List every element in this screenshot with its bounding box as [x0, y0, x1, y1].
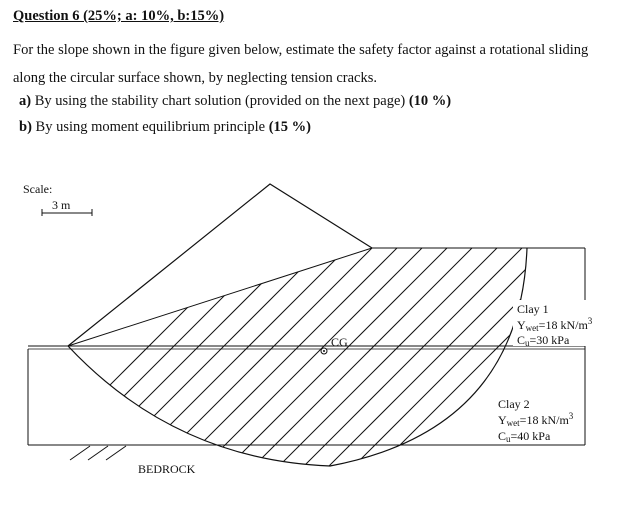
bedrock-label: BEDROCK — [138, 462, 196, 476]
clay2-label-box — [494, 395, 584, 444]
clay2-gamma: Υwet=18 $kN/m^3$ — [498, 411, 574, 428]
slip-chord — [68, 248, 372, 346]
bedrock-hatch — [70, 446, 126, 460]
item-b-weight: (15 %) — [268, 119, 312, 135]
scale-label: Scale: — [23, 182, 53, 196]
item-b-text: By using moment equilibrium principle — [35, 119, 266, 135]
clay2-name: Clay 2 — [498, 397, 530, 411]
question-title: Question 6 (25%; a: 10%, b:15%) — [13, 8, 225, 24]
question-text: For the slope shown in the figure given below, estimate the safety factor against a rotational sliding along the circular surface shown, by neglecting tension cracks. — [13, 42, 589, 86]
item-a-text: By using the stability chart solution (provided on the next page) — [34, 93, 406, 109]
scale-value: 3 m — [52, 198, 71, 212]
clay1-name: Clay 1 — [517, 302, 549, 316]
clay1-gamma: Υwet=18 $kN/m^3$ — [517, 316, 593, 333]
clay1-cu: Cu=30 kPa — [517, 333, 570, 348]
slip-surface — [68, 248, 527, 466]
slope-surface — [68, 184, 372, 346]
cg-marker-dot — [323, 350, 325, 352]
cg-label: CG — [331, 335, 348, 349]
clay2-cu: Cu=40 kPa — [498, 429, 551, 444]
item-a-label: a) — [19, 93, 32, 109]
item-a-weight: (10 %) — [408, 93, 452, 109]
clay1-label-box — [513, 300, 593, 348]
item-b-label: b) — [19, 119, 32, 135]
